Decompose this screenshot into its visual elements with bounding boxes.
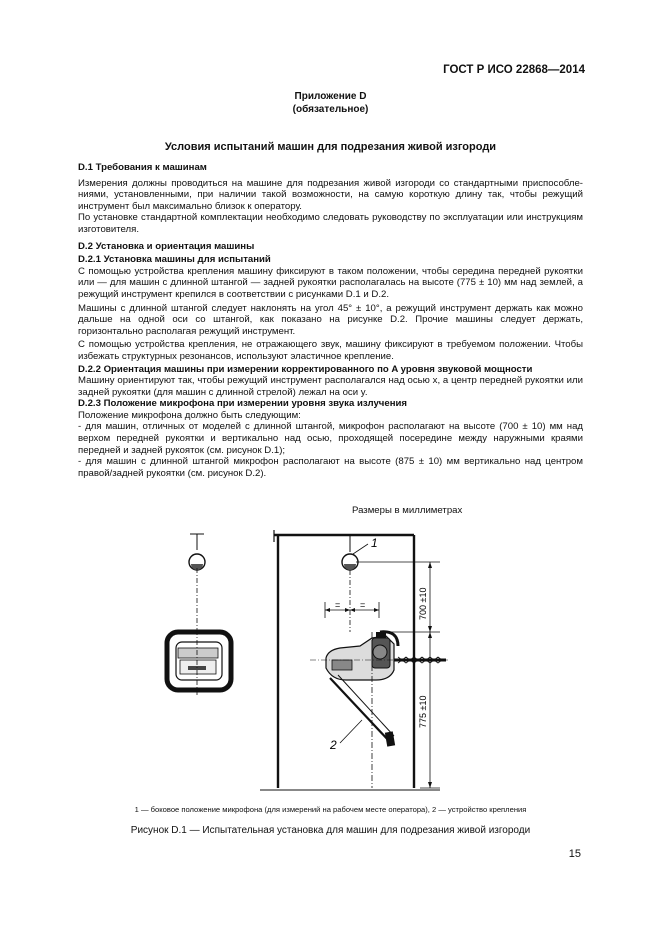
- left-machine-front-view: [167, 630, 231, 695]
- dimension-775: 775 ±10: [418, 695, 428, 728]
- list-item: - для машин, отличных от моделей с длинной штангой, микрофон располагают на высоте (700 ± 10) мм над верхом передней рукоятки и вертикально над осью, проходящей посередине между наружными краями передней и задней рукояток (см. рисунок D.1);: [78, 421, 583, 456]
- paragraph: С помощью устройства крепления, не отражающего звук, машину фиксируют в требуемом положении. Чтобы избежать структурных резонансов, используют эластичное крепление.: [78, 339, 583, 362]
- hedge-trimmer-side-view: [326, 632, 446, 680]
- left-microphone-icon: [189, 534, 205, 630]
- annex-status: (обязательное): [292, 104, 369, 115]
- page-number: 15: [568, 848, 581, 860]
- section-d21-heading: D.2.1 Установка машины для испытаний: [78, 254, 271, 266]
- standard-number: ГОСТ Р ИСО 22868—2014: [443, 64, 585, 76]
- paragraph: Измерения должны проводиться на машине для подрезания живой изгороди со стандартными приспособлениями, установленными, при наличии такой возможности, на самую короткую длину так, чтобы режущий инструмент был максимально близок к оператору.: [78, 177, 583, 212]
- equal-sign-left: =: [335, 600, 341, 610]
- annex-heading: Условия испытаний машин для подрезания живой изгороди: [164, 141, 497, 153]
- mounting-bracket: [330, 675, 395, 747]
- label-1: 1: [371, 536, 378, 550]
- list-item: - для машин с длинной штангой микрофон располагают на высоте (875 ± 10) мм вертикально над центром правой/задней рукоятки (см. рисунок D.2).: [78, 456, 583, 479]
- section-d1-heading: D.1 Требования к машинам: [78, 162, 207, 173]
- dimension-700: 700 ±10: [418, 587, 428, 620]
- document-body: [78, 162, 583, 479]
- figure-units-note: Размеры в миллиметрах: [352, 505, 463, 516]
- paragraph: По установке стандартной комплектации необходимо следовать руководству по эксплуатации или инструкциям изготовителя.: [78, 212, 583, 235]
- section-d22-heading: D.2.2 Ориентация машины при измерении корректированного по A уровня звуковой мощности: [78, 363, 533, 375]
- paragraph: Положение микрофона должно быть следующим:: [78, 409, 301, 421]
- figure-legend: 1 — боковое положение микрофона (для измерений на рабочем месте оператора), 2 — устройство крепления: [134, 805, 527, 814]
- paragraph: С помощью устройства крепления машину фиксируют в таком положении, чтобы середина передней рукоятки или — для машин с длинной штангой — задней рукоятки располагалась на высоте (775 ± 10) мм над землей, а режущий инструмент крепился в соответствии с рисунками D.1 и D.2.: [78, 265, 583, 300]
- annex-title: Приложение D: [294, 91, 367, 102]
- label-2: 2: [330, 738, 337, 752]
- right-microphone-icon: [342, 535, 368, 632]
- equal-sign-right: =: [360, 600, 366, 610]
- figure-caption: Рисунок D.1 — Испытательная установка для машин для подрезания живой изгороди: [130, 825, 531, 836]
- section-d2-heading: D.2 Установка и ориентация машины: [78, 240, 255, 252]
- section-d23-heading: D.2.3 Положение микрофона при измерении уровня звука излучения: [78, 398, 407, 410]
- paragraph: Машины с длинной штангой следует наклонять на угол 45° ± 10°, а режущий инструмент держать как можно дальше на одной оси со штангой, как показано на рисунке D.2. Прочие машины следует держать, горизонтально располагая режущий инструмент.: [78, 302, 583, 337]
- figure-test-setup: [150, 520, 590, 800]
- equal-distance-dimensions: [325, 602, 379, 618]
- paragraph: Машину ориентируют так, чтобы режущий инструмент располагался над осью x, а центр передней рукоятки или задней рукоятки (для машин с длинной стрелой) лежал на оси y.: [78, 375, 583, 398]
